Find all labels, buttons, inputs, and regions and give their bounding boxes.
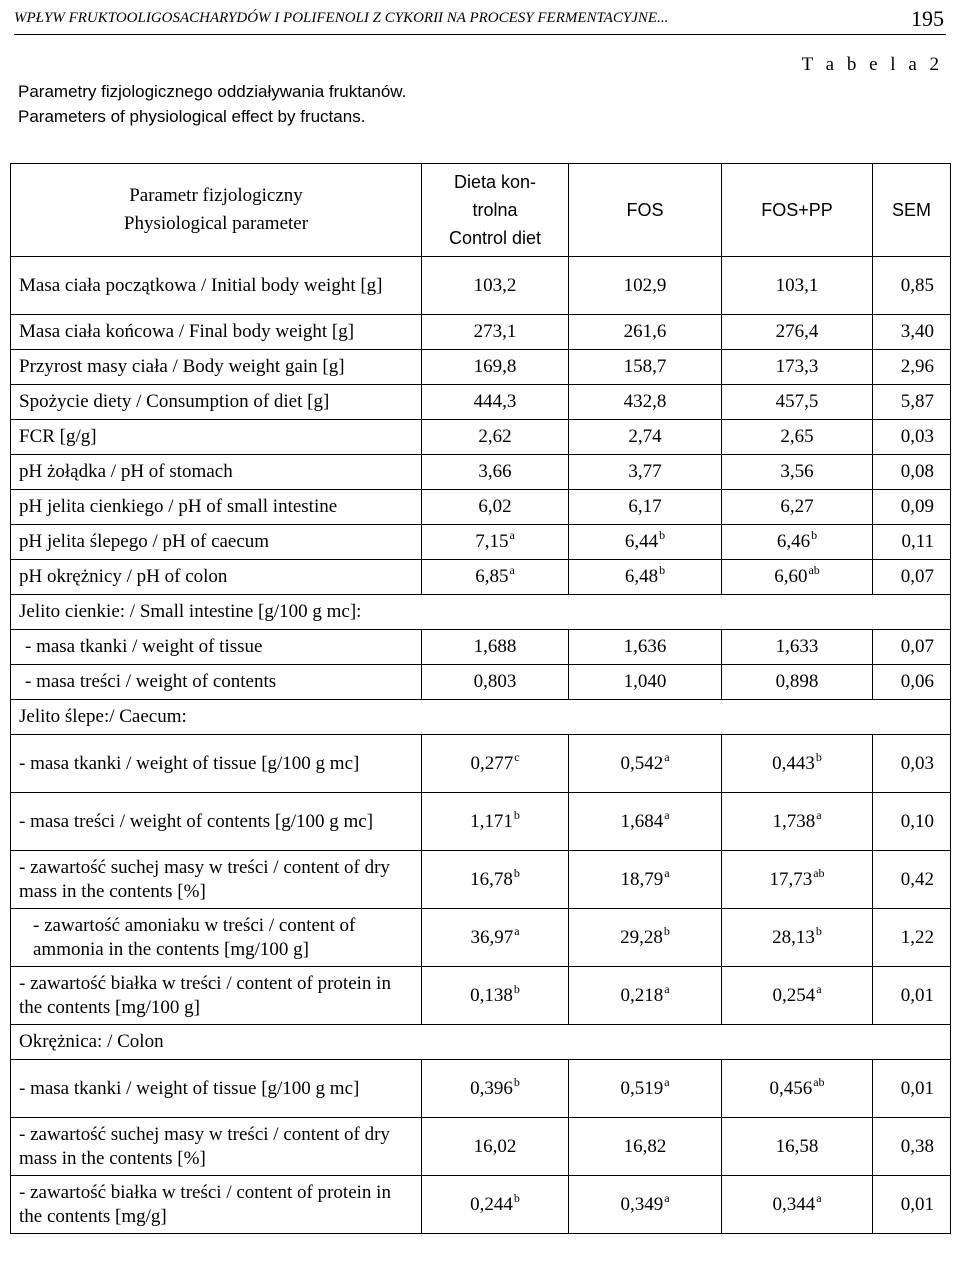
cell-fos (569, 793, 722, 851)
cell-fos (569, 851, 722, 909)
cell-value: 6,48 (624, 566, 659, 587)
cell-value: 0,254 (772, 984, 816, 1006)
header-parameter-en: Physiological parameter (123, 213, 309, 234)
cell-value: 1,633 (775, 636, 819, 657)
row-label: - masa treści / weight of contents [g/100 g mc] (11, 793, 422, 851)
table-row (11, 560, 951, 595)
row-label: - zawartość białka w treści / content of protein in the contents [mg/g] (11, 1176, 422, 1234)
table-row (11, 1118, 951, 1176)
table-row (11, 967, 951, 1025)
cell-value: 1,171 (470, 810, 513, 832)
cell-control (422, 851, 569, 909)
cell-fos (569, 967, 722, 1025)
row-label: Przyrost masy ciała / Body weight gain [g] (11, 350, 422, 385)
cell-value: 0,277 (470, 752, 514, 774)
significance-letter: b (815, 923, 822, 938)
table-row (11, 257, 951, 315)
section-label: Jelito cienkie: / Small intestine [g/100 g mc]: (11, 595, 951, 630)
table-header-row (11, 164, 951, 257)
row-label: pH jelita cienkiego / pH of small intestine (11, 490, 422, 525)
table-row (11, 315, 951, 350)
significance-letter: a (514, 923, 520, 938)
cell-value: 432,8 (623, 391, 667, 412)
row-label: - zawartość suchej masy w treści / content of dry mass in the contents [%] (11, 1118, 422, 1176)
cell-fospp (722, 793, 873, 851)
cell-value: 29,28 (620, 926, 663, 948)
table-row (11, 851, 951, 909)
cell-value: 0,396 (470, 1077, 513, 1099)
cell-value: 2,62 (478, 426, 512, 447)
cell-fospp (722, 909, 873, 967)
cell-fospp (722, 455, 873, 490)
cell-fospp (722, 1060, 873, 1118)
table-row (11, 909, 951, 967)
cell-value: 6,27 (780, 496, 814, 517)
cell-value: 3,66 (478, 461, 512, 482)
cell-fospp (722, 257, 873, 315)
cell-fospp (722, 560, 873, 595)
row-label: - zawartość suchej masy w treści / content of dry mass in the contents [%] (11, 851, 422, 909)
significance-letter: b (659, 528, 666, 542)
significance-letter: ab (813, 865, 825, 880)
cell-value: 0,443 (772, 752, 815, 774)
cell-control (422, 490, 569, 525)
row-label: pH jelita ślepego / pH of caecum (11, 525, 422, 560)
cell-fospp (722, 490, 873, 525)
cell-fos (569, 315, 722, 350)
header-control-line3: Control diet (448, 228, 542, 248)
cell-control (422, 385, 569, 420)
table-row (11, 1176, 951, 1234)
header-control-line1: Dieta kon- (453, 172, 537, 192)
row-label: - masa tkanki / weight of tissue (11, 630, 422, 665)
cell-sem: 5,87 (873, 385, 951, 420)
cell-value: 1,040 (623, 671, 667, 692)
cell-sem: 0,85 (873, 257, 951, 315)
cell-sem: 0,01 (873, 967, 951, 1025)
table-row (11, 385, 951, 420)
cell-value: 1,738 (772, 810, 816, 832)
significance-letter: b (513, 865, 520, 880)
significance-letter: a (509, 563, 515, 577)
cell-fos (569, 490, 722, 525)
significance-letter: b (815, 749, 822, 764)
section-label: Okrężnica: / Colon (11, 1025, 951, 1060)
row-label: Spożycie diety / Consumption of diet [g] (11, 385, 422, 420)
cell-value: 457,5 (775, 391, 819, 412)
cell-value: 16,78 (470, 868, 513, 890)
significance-letter: b (513, 981, 520, 996)
table-caption (18, 79, 406, 129)
cell-value: 103,2 (473, 274, 517, 296)
cell-fos (569, 257, 722, 315)
cell-fospp (722, 350, 873, 385)
cell-value: 6,17 (628, 496, 662, 517)
cell-fos (569, 630, 722, 665)
cell-value: 0,344 (772, 1193, 816, 1215)
cell-value: 0,898 (775, 671, 819, 692)
cell-value: 7,15 (475, 531, 509, 552)
cell-sem: 0,10 (873, 793, 951, 851)
header-sem: SEM (873, 164, 951, 257)
cell-fospp (722, 1176, 873, 1234)
cell-value: 169,8 (473, 356, 517, 377)
cell-control (422, 1118, 569, 1176)
cell-sem: 0,38 (873, 1118, 951, 1176)
cell-value: 18,79 (620, 868, 664, 890)
significance-letter: b (513, 1190, 520, 1205)
cell-value: 16,58 (775, 1135, 819, 1157)
cell-value: 0,349 (620, 1193, 664, 1215)
row-label: pH okrężnicy / pH of colon (11, 560, 422, 595)
row-label: - masa tkanki / weight of tissue [g/100 g mc] (11, 735, 422, 793)
row-label: - zawartość białka w treści / content of protein in the contents [mg/100 g] (11, 967, 422, 1025)
cell-fospp (722, 851, 873, 909)
table-label: T a b e l a 2 (801, 54, 943, 75)
cell-fospp (722, 630, 873, 665)
cell-fospp (722, 665, 873, 700)
cell-value: 6,46 (776, 531, 811, 552)
significance-letter: b (811, 528, 818, 542)
cell-sem: 0,42 (873, 851, 951, 909)
cell-fos (569, 350, 722, 385)
cell-value: 0,244 (470, 1193, 513, 1215)
significance-letter: ab (808, 563, 820, 577)
section-row (11, 1025, 951, 1060)
cell-fos (569, 665, 722, 700)
row-label: - masa tkanki / weight of tissue [g/100 g mc] (11, 1060, 422, 1118)
cell-value: 158,7 (623, 356, 667, 377)
cell-control (422, 630, 569, 665)
cell-value: 0,138 (470, 984, 513, 1006)
significance-letter: a (816, 981, 822, 996)
cell-fospp (722, 735, 873, 793)
cell-value: 28,13 (772, 926, 815, 948)
cell-sem: 0,01 (873, 1176, 951, 1234)
cell-value: 102,9 (623, 274, 667, 296)
cell-sem: 0,03 (873, 420, 951, 455)
cell-value: 6,85 (475, 566, 509, 587)
cell-sem: 2,96 (873, 350, 951, 385)
cell-fospp (722, 315, 873, 350)
row-label: Masa ciała początkowa / Initial body weight [g] (11, 257, 422, 315)
cell-sem: 0,11 (873, 525, 951, 560)
cell-value: 1,636 (623, 636, 667, 657)
cell-value: 6,02 (478, 496, 512, 517)
header-fos: FOS (569, 164, 722, 257)
cell-value: 2,65 (780, 426, 814, 447)
row-label: pH żołądka / pH of stomach (11, 455, 422, 490)
cell-sem: 0,09 (873, 490, 951, 525)
cell-sem: 0,06 (873, 665, 951, 700)
cell-value: 0,542 (620, 752, 664, 774)
running-head (14, 6, 946, 35)
cell-value: 444,3 (473, 391, 517, 412)
cell-fos (569, 455, 722, 490)
cell-fospp (722, 1118, 873, 1176)
table-row (11, 490, 951, 525)
significance-letter: a (664, 807, 670, 822)
table-row (11, 665, 951, 700)
caption-polish: Parametry fizjologicznego oddziaływania fruktanów. (18, 82, 407, 101)
cell-fos (569, 385, 722, 420)
section-label: Jelito ślepe:/ Caecum: (11, 700, 951, 735)
section-row (11, 595, 951, 630)
significance-letter: a (664, 865, 670, 880)
cell-value: 16,82 (623, 1135, 667, 1157)
table-row (11, 350, 951, 385)
significance-letter: c (514, 749, 520, 764)
row-label: - zawartość amoniaku w treści / content of ammonia in the contents [mg/100 g] (11, 909, 422, 967)
results-table (10, 163, 951, 1234)
cell-fos (569, 560, 722, 595)
cell-value: 3,77 (628, 461, 662, 482)
cell-value: 1,688 (473, 636, 517, 657)
significance-letter: a (664, 749, 670, 764)
cell-fospp (722, 420, 873, 455)
cell-control (422, 560, 569, 595)
significance-letter: b (659, 563, 666, 577)
cell-fospp (722, 967, 873, 1025)
cell-value: 0,218 (620, 984, 664, 1006)
row-label: - masa treści / weight of contents (11, 665, 422, 700)
significance-letter: b (513, 1074, 520, 1089)
header-control-diet (422, 164, 569, 257)
cell-value: 273,1 (473, 321, 517, 342)
cell-control (422, 909, 569, 967)
table-row (11, 793, 951, 851)
cell-fos (569, 525, 722, 560)
table-row (11, 630, 951, 665)
running-title: WPŁYW FRUKTOOLIGOSACHARYDÓW I POLIFENOLI Z CYKORII NA PROCESY FERMENTACYJNE... (14, 10, 669, 26)
significance-letter: a (664, 1074, 670, 1089)
cell-control (422, 967, 569, 1025)
cell-value: 6,60 (774, 566, 808, 587)
cell-value: 261,6 (623, 321, 667, 342)
cell-value: 6,44 (624, 531, 659, 552)
cell-control (422, 665, 569, 700)
cell-control (422, 1060, 569, 1118)
row-label: Masa ciała końcowa / Final body weight [g] (11, 315, 422, 350)
cell-value: 16,02 (473, 1135, 517, 1157)
table-row (11, 420, 951, 455)
cell-fos (569, 735, 722, 793)
table-row (11, 735, 951, 793)
cell-value: 1,684 (620, 810, 664, 832)
cell-control (422, 257, 569, 315)
header-fospp: FOS+PP (722, 164, 873, 257)
cell-sem: 0,07 (873, 630, 951, 665)
cell-sem: 0,01 (873, 1060, 951, 1118)
cell-control (422, 315, 569, 350)
significance-letter: a (664, 1190, 670, 1205)
section-row (11, 700, 951, 735)
cell-fospp (722, 525, 873, 560)
table-row (11, 1060, 951, 1118)
cell-value: 2,74 (628, 426, 662, 447)
header-control-line2: trolna (472, 200, 518, 220)
cell-sem: 0,08 (873, 455, 951, 490)
caption-english: Parameters of physiological effect by fructans. (18, 107, 366, 126)
cell-value: 0,803 (473, 671, 517, 692)
cell-fos (569, 1118, 722, 1176)
cell-control (422, 1176, 569, 1234)
table-body (11, 257, 951, 1234)
significance-letter: ab (813, 1074, 825, 1089)
cell-sem: 1,22 (873, 909, 951, 967)
significance-letter: a (664, 981, 670, 996)
table-row (11, 525, 951, 560)
cell-value: 3,56 (780, 461, 814, 482)
cell-control (422, 455, 569, 490)
cell-control (422, 793, 569, 851)
cell-control (422, 525, 569, 560)
cell-value: 0,519 (620, 1077, 664, 1099)
cell-value: 0,456 (769, 1077, 813, 1099)
cell-fospp (722, 385, 873, 420)
significance-letter: a (816, 1190, 822, 1205)
header-parameter (11, 164, 422, 257)
cell-fos (569, 909, 722, 967)
cell-sem: 0,03 (873, 735, 951, 793)
table-row (11, 455, 951, 490)
row-label: FCR [g/g] (11, 420, 422, 455)
cell-value: 276,4 (775, 321, 819, 342)
page-number: 195 (911, 6, 944, 31)
cell-value: 173,3 (775, 356, 819, 377)
significance-letter: b (663, 923, 670, 938)
cell-sem: 0,07 (873, 560, 951, 595)
cell-sem: 3,40 (873, 315, 951, 350)
cell-value: 36,97 (470, 926, 514, 948)
cell-fos (569, 1176, 722, 1234)
cell-value: 103,1 (775, 274, 819, 296)
significance-letter: a (509, 528, 515, 542)
header-parameter-pl: Parametr fizjologiczny (129, 185, 303, 206)
cell-control (422, 735, 569, 793)
significance-letter: a (816, 807, 822, 822)
cell-fos (569, 1060, 722, 1118)
cell-fos (569, 420, 722, 455)
cell-control (422, 350, 569, 385)
cell-control (422, 420, 569, 455)
cell-value: 17,73 (769, 868, 813, 890)
significance-letter: b (513, 807, 520, 822)
